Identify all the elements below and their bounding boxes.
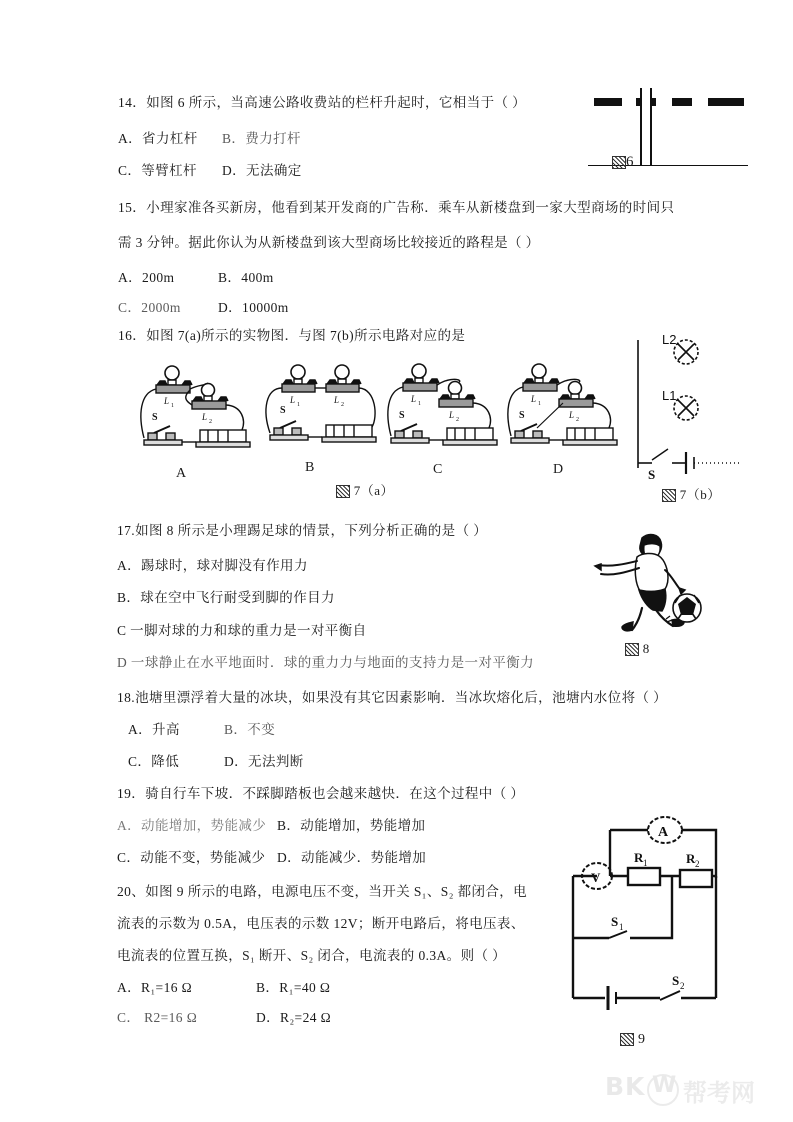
figure-7a-label-d: D	[553, 462, 564, 477]
svg-text:L: L	[449, 410, 455, 420]
svg-text:A: A	[658, 825, 669, 840]
question-15-option-a[interactable]: A．200m	[118, 270, 175, 285]
barrier-stripe-3	[692, 98, 708, 106]
figure-8-footballer	[584, 528, 704, 633]
svg-text:L: L	[290, 395, 296, 405]
question-17-option-a[interactable]: A．踢球时，球对脚没有作用力	[117, 558, 308, 573]
svg-text:2: 2	[680, 981, 685, 991]
question-14-stem: 14．如图 6 所示，当高速公路收费站的栏杆升起时，它相当于（ ）	[118, 95, 527, 110]
svg-text:R: R	[634, 850, 644, 865]
question-18-stem: 18.池塘里漂浮着大量的冰块，如果没有其它因素影响．当冰坎熔化后，池塘内水位将（ ）	[117, 690, 668, 705]
question-14-option-c[interactable]: C．等臂杠杆	[118, 163, 197, 178]
question-15-option-d[interactable]: D．10000m	[218, 300, 289, 315]
question-20-option-c[interactable]: C． R2=16 Ω	[117, 1010, 198, 1025]
figure-9-caption: 9	[620, 1032, 646, 1048]
svg-text:S: S	[519, 410, 525, 421]
question-18-option-d[interactable]: D．无法判断	[224, 754, 304, 769]
svg-text:1: 1	[171, 403, 174, 409]
svg-text:L: L	[531, 394, 537, 404]
svg-text:S: S	[611, 914, 619, 929]
figure-6-caption: 6	[612, 154, 634, 171]
barrier-stripe-1	[622, 98, 636, 106]
figure-7a-label-a: A	[176, 466, 187, 481]
figure-7b-schematic	[632, 332, 757, 482]
svg-text:1: 1	[619, 922, 624, 932]
svg-text:1: 1	[297, 402, 300, 408]
question-19-stem: 19．骑自行车下坡．不踩脚踏板也会越来越快．在这个过程中（ ）	[117, 786, 525, 801]
question-17-option-d[interactable]: D 一球静止在水平地面时．球的重力力与地面的支持力是一对平衡力	[117, 655, 535, 670]
question-20-stem-line1: 20、如图 9 所示的电路，电源电压不变，当开关 S₁、S₂ 都闭合，电	[117, 884, 528, 899]
figure-7b-caption: 7（b）	[662, 484, 721, 503]
figure-7a-option-b[interactable]	[262, 355, 387, 450]
svg-text:2: 2	[341, 402, 344, 408]
question-20-stem-line2: 流表的示数为 0.5A，电压表的示数 12V；断开电路后，将电压表、	[117, 916, 525, 931]
question-19-option-b[interactable]: B．动能增加，势能增加	[277, 818, 426, 833]
figure-7a-label-c: C	[433, 462, 443, 477]
fig-glyph-icon-7b	[662, 489, 676, 502]
svg-text:L: L	[411, 394, 417, 404]
svg-text:L1: L1	[662, 388, 677, 403]
svg-text:S: S	[648, 467, 656, 482]
question-15-option-b[interactable]: B．400m	[218, 270, 274, 285]
question-17-stem: 17.如图 8 所示是小理踢足球的情景，下列分析正确的是（ ）	[117, 523, 488, 538]
svg-text:2: 2	[209, 419, 212, 425]
question-17-option-b[interactable]: B．球在空中飞行耐受到脚的作目力	[117, 590, 335, 605]
question-16-stem: 16．如图 7(a)所示的实物图．与图 7(b)所示电路对应的是	[118, 328, 466, 343]
figure-7a-option-a[interactable]	[138, 360, 263, 455]
question-18-option-c[interactable]: C．降低	[128, 754, 180, 769]
svg-text:1: 1	[643, 858, 648, 868]
question-20-option-b[interactable]: B．R₁=40 Ω	[256, 980, 331, 995]
watermark-chinese: 帮考网	[683, 1079, 755, 1107]
question-18-option-b[interactable]: B．不变	[224, 722, 276, 737]
svg-text:S: S	[399, 410, 405, 421]
fig-glyph-icon-9	[620, 1033, 634, 1046]
watermark-latin: BK	[605, 1072, 646, 1101]
svg-text:S: S	[672, 973, 680, 988]
question-20-stem-line3: 电流表的位置互换，S₁ 断开、S₂ 闭合，电流表的 0.3A。则（ ）	[117, 948, 507, 963]
question-17-option-c[interactable]: C 一脚对球的力和球的重力是一对平衡自	[117, 623, 367, 638]
svg-text:R: R	[686, 851, 696, 866]
figure-7a-caption: 7（a）	[336, 480, 394, 499]
figure-7a-option-c[interactable]	[385, 358, 510, 453]
svg-text:S: S	[152, 412, 158, 423]
question-15-stem-line2: 需 3 分钟。据此你认为从新楼盘到该大型商场比较接近的路程是（ ）	[118, 235, 540, 250]
svg-text:L: L	[202, 412, 208, 422]
fig-glyph-icon-8	[625, 643, 639, 656]
svg-text:L: L	[164, 396, 170, 406]
svg-text:2: 2	[456, 417, 459, 423]
question-14-option-b[interactable]: B．费力打杆	[222, 131, 301, 146]
fig-glyph-icon-7a	[336, 485, 350, 498]
question-19-option-a[interactable]: A．动能增加，势能减少	[117, 818, 267, 833]
question-20-option-a[interactable]: A．R₁=16 Ω	[117, 980, 193, 995]
svg-text:L: L	[334, 395, 340, 405]
svg-text:2: 2	[695, 859, 700, 869]
question-15-option-c[interactable]: C．2000m	[118, 300, 181, 315]
question-14-option-d[interactable]: D．无法确定	[222, 163, 302, 178]
barrier-post	[640, 88, 652, 166]
question-14-option-a[interactable]: A．省力杠杆	[118, 131, 198, 146]
barrier-stripe-2	[656, 98, 672, 106]
figure-7a-label-b: B	[305, 460, 315, 475]
svg-text:2: 2	[576, 417, 579, 423]
svg-text:L: L	[569, 410, 575, 420]
svg-text:L2: L2	[662, 332, 677, 347]
question-19-option-c[interactable]: C．动能不变，势能减少	[117, 850, 266, 865]
svg-text:S: S	[280, 405, 286, 416]
watermark	[605, 1070, 770, 1108]
svg-text:1: 1	[538, 401, 541, 407]
question-19-option-d[interactable]: D．动能减少．势能增加	[277, 850, 427, 865]
fig-glyph-icon	[612, 156, 626, 169]
question-18-option-a[interactable]: A．升高	[128, 722, 180, 737]
figure-8-caption: 8	[625, 641, 650, 657]
svg-text:V: V	[591, 870, 601, 885]
question-15-stem-line1: 15．小理家准各买新房，他看到某开发商的广告称．乘车从新楼盘到一家大型商场的时间只	[118, 200, 675, 215]
watermark-w: W	[652, 1073, 678, 1098]
figure-7a-option-d[interactable]	[505, 358, 630, 453]
figure-9-circuit	[548, 808, 738, 1023]
svg-text:1: 1	[418, 401, 421, 407]
question-20-option-d[interactable]: D．R₂=24 Ω	[256, 1010, 332, 1025]
